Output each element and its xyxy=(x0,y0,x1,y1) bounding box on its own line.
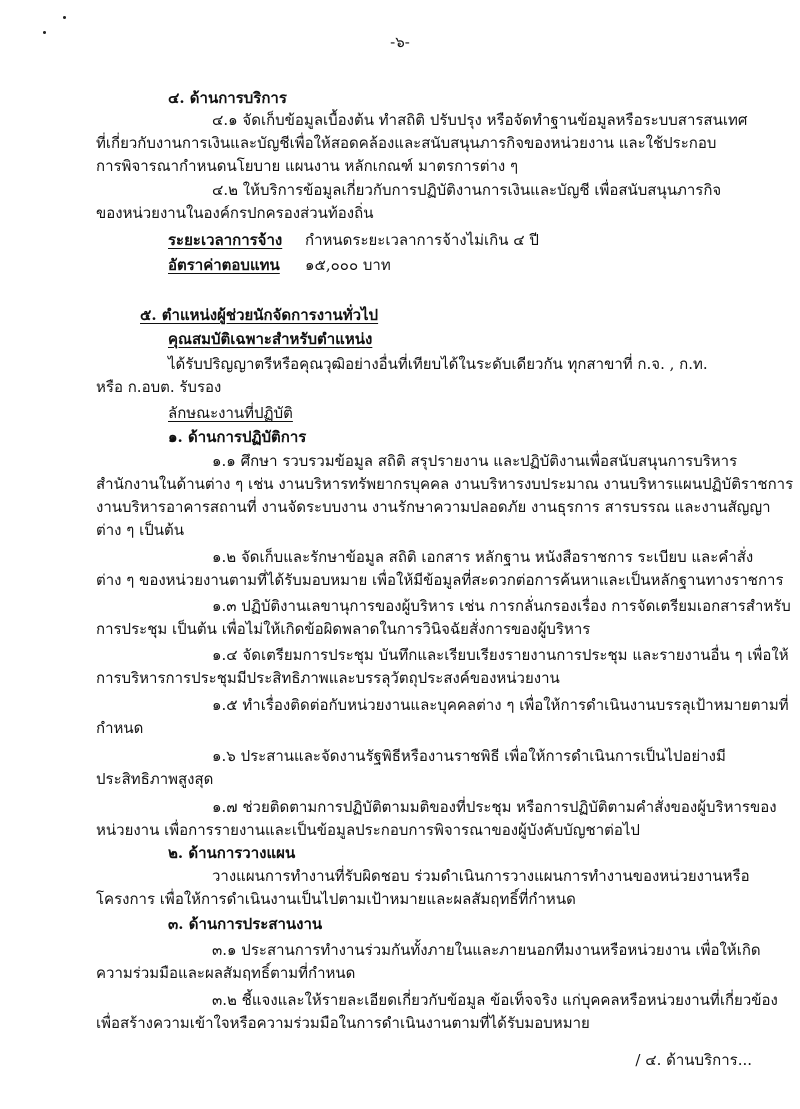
continuation-footer: / ๔. ด้านบริการ... xyxy=(635,1051,752,1069)
body-text-line: ๓.๑ ประสานการทำงานร่วมกันทั้งภายในและภายนอกทีมงานหรือหน่วยงาน เพื่อให้เกิด xyxy=(212,941,761,959)
section-heading: ๑. ด้านการปฏิบัติการ xyxy=(168,428,307,446)
body-text-line: การประชุม เป็นต้น เพื่อไม่ให้เกิดข้อผิดพลาดในการวินิจฉัยสั่งการของผู้บริหาร xyxy=(96,620,591,638)
body-text-line: การพิจารณากำหนดนโยบาย แผนงาน หลักเกณฑ์ มาตรการต่าง ๆ xyxy=(96,157,519,175)
body-text-line: หน่วยงาน เพื่อการรายงานและเป็นข้อมูลประกอบการพิจารณาของผู้บังคับบัญชาต่อไป xyxy=(96,821,640,839)
page-number: -๖- xyxy=(390,33,410,51)
section-heading: ๓. ด้านการประสานงาน xyxy=(168,915,323,933)
section-heading: คุณสมบัติเฉพาะสำหรับตำแหน่ง xyxy=(168,330,373,348)
body-text-line: การบริหารการประชุมมีประสิทธิภาพและบรรลุวัตถุประสงค์ของหน่วยงาน xyxy=(96,669,560,687)
body-text-line: ๑.๗ ช่วยติดตามการปฏิบัติตามมติของที่ประชุม หรือการปฏิบัติตามคำสั่งของผู้บริหารของ xyxy=(212,798,777,816)
section-heading: ๔. ด้านการบริการ xyxy=(168,89,287,107)
body-text-line: ๑.๔ จัดเตรียมการประชุม บันทึกและเรียบเรียงรายงานการประชุม และรายงานอื่น ๆ เพื่อให้ xyxy=(212,646,789,664)
body-text-line: ต่าง ๆ เป็นต้น xyxy=(96,521,184,539)
body-text-line: งานบริหารอาคารสถานที่ งานจัดระบบงาน งานรักษาความปลอดภัย งานธุรการ สารบรรณ และงานสัญญา xyxy=(96,498,771,516)
body-text-line: โครงการ เพื่อให้การดำเนินงานเป็นไปตามเป้าหมายและผลสัมฤทธิ์ที่กำหนด xyxy=(96,890,576,908)
section-heading: ๒. ด้านการวางแผน xyxy=(168,844,296,862)
body-text-line: ๑.๕ ทำเรื่องติดต่อกับหน่วยงานและบุคคลต่าง ๆ เพื่อให้การดำเนินงานบรรลุเป้าหมายตามที่ xyxy=(212,696,789,714)
body-text-line: ๑.๑ ศึกษา รวบรวมข้อมูล สถิติ สรุปรายงาน และปฏิบัติงานเพื่อสนับสนุนการบริหาร xyxy=(212,452,738,470)
body-text-line: เพื่อสร้างความเข้าใจหรือความร่วมมือในการดำเนินงานตามที่ได้รับมอบหมาย xyxy=(96,1014,590,1032)
body-text-line: ที่เกี่ยวกับงานการเงินและบัญชีเพื่อให้สอดคล้องและสนับสนุนภารกิจของหน่วยงาน และใช้ประกอบ xyxy=(96,134,717,152)
body-text-line: ประสิทธิภาพสูงสุด xyxy=(96,770,214,788)
body-text-line: ต่าง ๆ ของหน่วยงานตามที่ได้รับมอบหมาย เพื่อให้มีข้อมูลที่สะดวกต่อการค้นหาและเป็นหลักฐานทางราชการ xyxy=(96,571,784,589)
body-text-line: ความร่วมมือและผลสัมฤทธิ์ตามที่กำหนด xyxy=(96,964,356,982)
body-text-line: วางแผนการทำงานที่รับผิดชอบ ร่วมดำเนินการวางแผนการทำงานของหน่วยงานหรือ xyxy=(212,867,750,885)
body-text-line: ๔.๑ จัดเก็บข้อมูลเบื้องต้น ทำสถิติ ปรับปรุง หรือจัดทำฐานข้อมูลหรือระบบสารสนเทศ xyxy=(212,111,748,129)
body-text-line: ๑.๓ ปฏิบัติงานเลขานุการของผู้บริหาร เช่น การกลั่นกรองเรื่อง การจัดเตรียมเอกสารสำหรับ xyxy=(212,597,791,615)
body-text-line: ๔.๒ ให้บริการข้อมูลเกี่ยวกับการปฏิบัติงานการเงินและบัญชี เพื่อสนับสนุนภารกิจ xyxy=(212,181,722,199)
term-label: ระยะเวลาการจ้าง xyxy=(168,231,283,249)
scan-speck xyxy=(63,16,66,19)
body-text-line: ของหน่วยงานในองค์กรปกครองส่วนท้องถิ่น xyxy=(96,204,374,222)
body-text-line: ๑.๒ จัดเก็บและรักษาข้อมูล สถิติ เอกสาร หลักฐาน หนังสือราชการ ระเบียบ และคำสั่ง xyxy=(212,548,754,566)
body-text-line: ๓.๒ ชี้แจงและให้รายละเอียดเกี่ยวกับข้อมูล ข้อเท็จจริง แก่บุคคลหรือหน่วยงานที่เกี่ยวข้อง xyxy=(212,991,778,1009)
term-value: กำหนดระยะเวลาการจ้างไม่เกิน ๔ ปี xyxy=(305,231,539,249)
body-text-line: ได้รับปริญญาตรีหรือคุณวุฒิอย่างอื่นที่เทียบได้ในระดับเดียวกัน ทุกสาขาที่ ก.จ. , ก.ท. xyxy=(168,355,708,373)
section-heading: ๕. ตำแหน่งผู้ช่วยนักจัดการงานทั่วไป xyxy=(140,306,379,324)
body-text-line: กำหนด xyxy=(96,719,144,737)
body-text-line: ๑.๖ ประสานและจัดงานรัฐพิธีหรืองานราชพิธี เพื่อให้การดำเนินการเป็นไปอย่างมี xyxy=(212,747,726,765)
term-label: อัตราค่าตอบแทน xyxy=(168,256,280,274)
body-text-line: สำนักงานในด้านต่าง ๆ เช่น งานบริหารทรัพยากรบุคคล งานบริหารงบประมาณ งานบริหารแผนปฏิบัติราชการ xyxy=(96,475,794,493)
body-text-line: หรือ ก.อบต. รับรอง xyxy=(96,378,222,396)
subheading: ลักษณะงานที่ปฏิบัติ xyxy=(168,404,293,422)
term-value: ๑๕,๐๐๐ บาท xyxy=(305,256,391,274)
